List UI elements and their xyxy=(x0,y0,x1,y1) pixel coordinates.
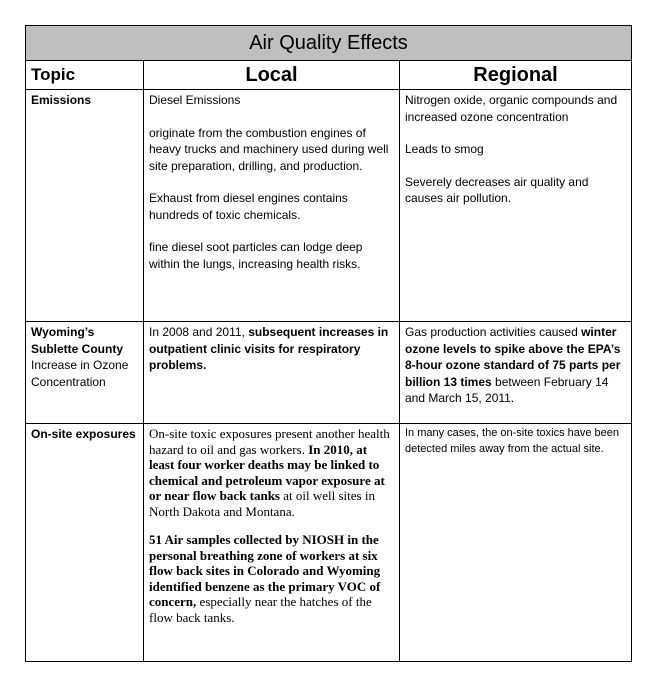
local-bold-text: subsequent increases in outpatient clinic visits for respiratory problems. xyxy=(149,325,389,372)
topic-rest: Increase in Ozone Concentration xyxy=(31,358,129,389)
regional-cell xyxy=(400,322,632,424)
local-text: In 2008 and 2011, xyxy=(149,325,249,339)
regional-text: Severely decreases air quality and causes air pollution. xyxy=(405,174,589,205)
local-paragraph xyxy=(149,426,394,519)
local-text: originate from the combustion engines of heavy trucks and machinery used during well site preparation, drilling, and production. xyxy=(149,125,389,173)
topic-cell xyxy=(26,322,144,424)
topic-bold: Wyoming’s Sublette County xyxy=(31,325,123,356)
table-row xyxy=(26,90,632,322)
air-quality-table xyxy=(25,25,632,662)
local-paragraph xyxy=(149,532,394,625)
table-title: Air Quality Effects xyxy=(26,26,632,61)
table-row xyxy=(26,424,632,662)
local-text: Exhaust from diesel engines contains hundreds of toxic chemicals. xyxy=(149,191,348,222)
local-text: Diesel Emissions xyxy=(149,93,241,107)
regional-text: between February 14 and March 15, 2011. xyxy=(405,374,609,405)
header-local: Local xyxy=(144,61,400,90)
local-bold-text: In 2010, at least four worker deaths may be linked to chemical and petroleum vapor exposure at or near flow back tanks xyxy=(149,441,385,503)
header-topic: Topic xyxy=(26,61,144,90)
topic-cell: On-site exposures xyxy=(26,424,144,662)
regional-text: Gas production activities caused xyxy=(405,325,582,339)
local-text: especially near the hatches of the flow back tanks. xyxy=(149,594,372,625)
regional-bold-text: winter ozone levels to spike above the EPA’s 8-hour ozone standard of 75 parts per billion 13 times xyxy=(405,325,621,389)
local-cell xyxy=(144,424,400,662)
local-cell xyxy=(144,90,400,322)
header-regional: Regional xyxy=(400,61,632,90)
local-cell xyxy=(144,322,400,424)
local-text: On-site toxic exposures present another health hazard to oil and gas workers. xyxy=(149,426,390,457)
topic-cell: Emissions xyxy=(26,90,144,322)
local-bold-text: 51 Air samples collected by NIOSH in the personal breathing zone of workers at six flow back sites in Colorado and Wyoming identified benzene as the primary VOC of concern, xyxy=(149,532,381,609)
regional-text: Nitrogen oxide, organic compounds and increased ozone concentration xyxy=(405,93,618,124)
regional-cell: In many cases, the on-site toxics have been detected miles away from the actual site. xyxy=(400,424,632,662)
table-row xyxy=(26,322,632,424)
regional-cell xyxy=(400,90,632,322)
regional-text: Leads to smog xyxy=(405,142,484,156)
local-text: fine diesel soot particles can lodge deep within the lungs, increasing health risks. xyxy=(149,240,363,271)
local-text: at oil well sites in North Dakota and Montana. xyxy=(149,488,375,519)
